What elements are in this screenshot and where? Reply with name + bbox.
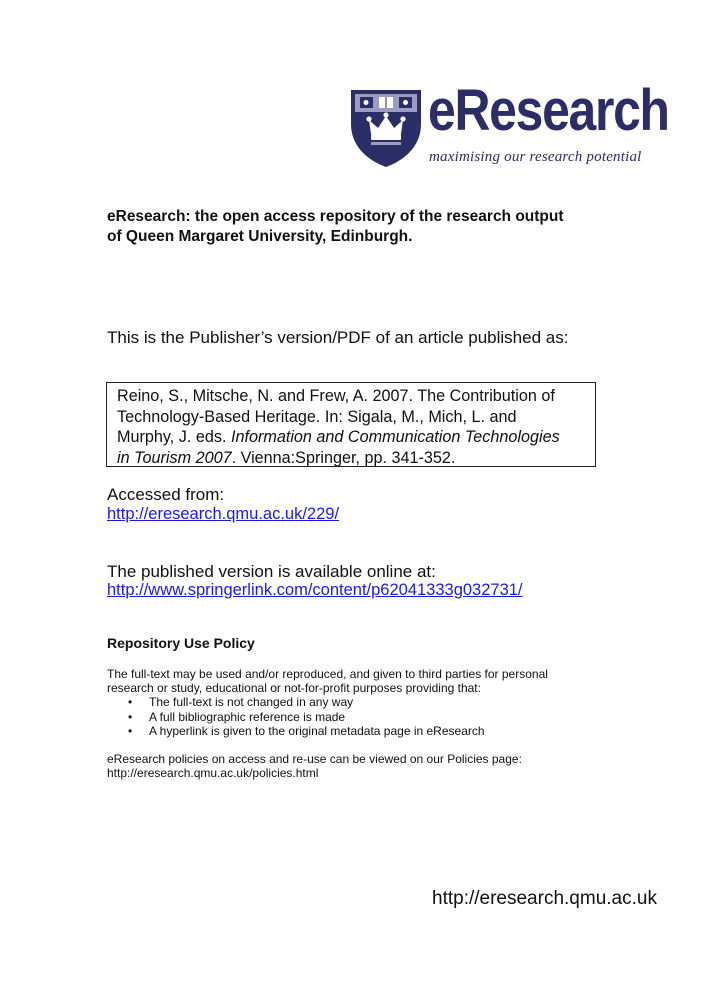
policy-title: Repository Use Policy: [107, 635, 255, 651]
policy-condition-item: [128, 724, 485, 739]
policy-condition-text: A full bibliographic reference is made: [149, 709, 346, 724]
policy-intro: [107, 667, 577, 696]
policy-intro-line-2: research or study, educational or not-for-profit purposes providing that:: [107, 681, 481, 696]
policy-condition-item: [128, 710, 485, 725]
citation-box: [106, 382, 596, 467]
heading-line-1: eResearch: the open access repository of the research output: [107, 208, 564, 225]
policy-conditions-list: [128, 695, 485, 739]
eresearch-logo: [349, 78, 669, 172]
policy-condition-text: The full-text is not changed in any way: [149, 695, 354, 709]
bullet-icon: •: [128, 724, 133, 738]
citation-line-2: Technology-Based Heritage. In: Sigala, M., Mich, L. and: [117, 407, 517, 426]
bullet-icon: •: [128, 709, 133, 724]
policy-footer-line-1: eResearch policies on access and re-use can be viewed on our Policies page:: [107, 752, 522, 766]
logo-wordmark: eResearch: [428, 78, 669, 143]
repository-heading: [107, 207, 627, 247]
footer-url: http://eresearch.qmu.ac.uk: [432, 888, 657, 909]
accessed-from-link[interactable]: http://eresearch.qmu.ac.uk/229/: [107, 505, 340, 523]
citation-book-title-2: in Tourism 2007: [117, 448, 232, 467]
bullet-icon: •: [128, 695, 133, 709]
citation-editors: Murphy, J. eds.: [117, 428, 231, 446]
shield-crown-books-icon: [349, 88, 423, 168]
policy-intro-line-1: The full-text may be used and/or reproduced, and given to third parties for personal: [107, 667, 548, 681]
heading-line-2: of Queen Margaret University, Edinburgh.: [107, 228, 413, 245]
policy-condition-item: [128, 695, 485, 710]
published-online-label: The published version is available online at:: [107, 562, 436, 581]
citation-line-3: [117, 427, 585, 448]
published-as-notice: This is the Publisher’s version/PDF of an article published as:: [107, 328, 569, 347]
citation-publisher: . Vienna:Springer, pp. 341-352.: [231, 448, 456, 467]
policy-footer: [107, 752, 577, 781]
logo-tagline: maximising our research potential: [429, 149, 642, 165]
published-online-link[interactable]: http://www.springerlink.com/content/p62041333g032731/: [107, 581, 523, 599]
policies-page-url: http://eresearch.qmu.ac.uk/policies.html: [107, 766, 319, 781]
accessed-from-label: Accessed from:: [107, 485, 225, 504]
citation-line-4: [117, 448, 585, 469]
policy-condition-text: A hyperlink is given to the original metadata page in eResearch: [149, 724, 485, 738]
citation-book-title-1: Information and Communication Technologies: [230, 428, 560, 446]
citation-line-1: Reino, S., Mitsche, N. and Frew, A. 2007. The Contribution of: [117, 387, 555, 405]
